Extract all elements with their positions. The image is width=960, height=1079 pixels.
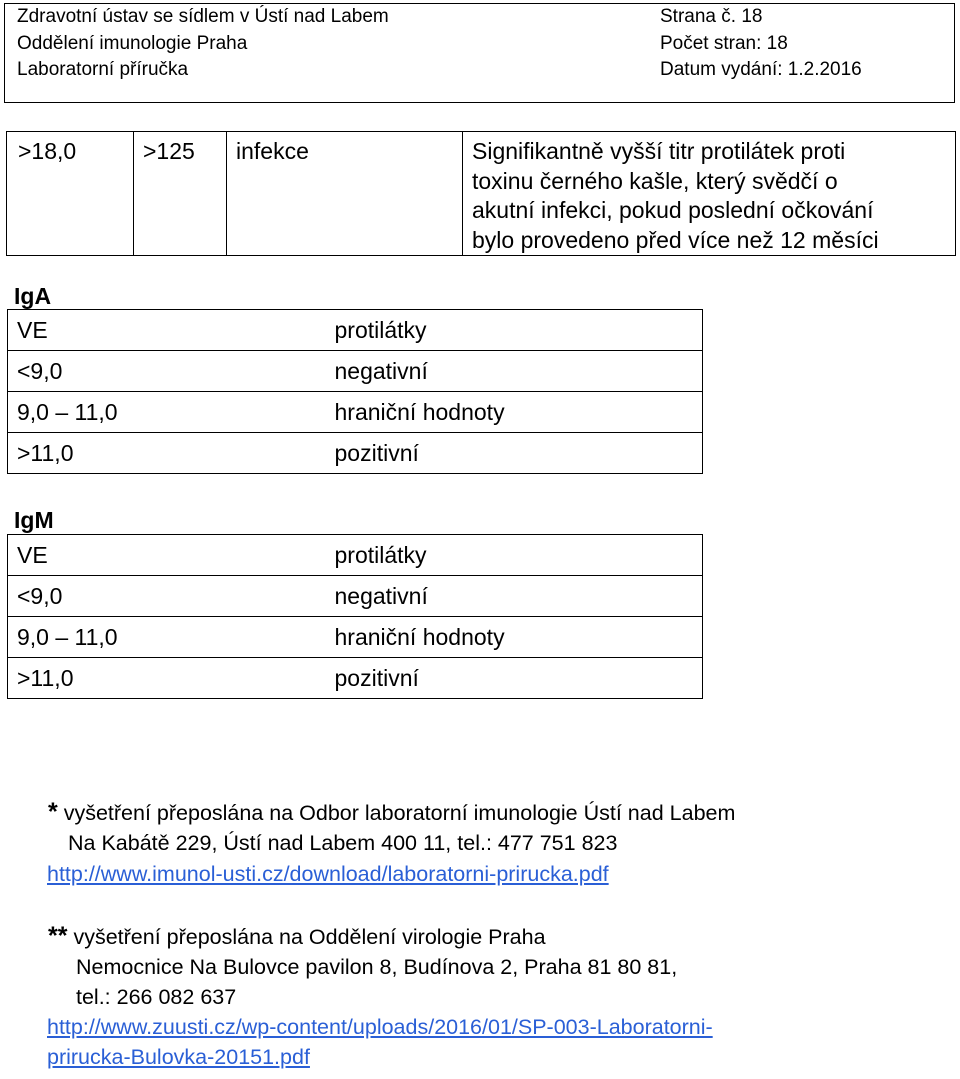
pertussis-result-table bbox=[6, 131, 956, 256]
table-row bbox=[8, 576, 703, 617]
header-institution: Zdravotní ústav se sídlem v Ústí nad Labem bbox=[17, 6, 389, 27]
table-row bbox=[8, 535, 703, 576]
note2-text: vyšetření přeposlána na Oddělení virologie Praha bbox=[73, 925, 546, 949]
interp-cell: protilátky bbox=[326, 310, 703, 351]
header-page-number: Strana č. 18 bbox=[660, 6, 763, 27]
interp-cell: negativní bbox=[326, 351, 703, 392]
ve-cell: VE bbox=[8, 535, 326, 576]
interp-cell: negativní bbox=[326, 576, 703, 617]
note2-line1 bbox=[48, 921, 546, 952]
note1-link-wrap bbox=[47, 859, 609, 889]
table-row bbox=[8, 433, 703, 474]
ve-cell: >11,0 bbox=[8, 658, 326, 699]
comment-cell bbox=[463, 132, 956, 256]
ve-cell: <9,0 bbox=[8, 351, 326, 392]
note1-link[interactable]: http://www.imunol-usti.cz/download/laboratorni-prirucka.pdf bbox=[47, 862, 609, 886]
note2-phone: tel.: 266 082 637 bbox=[76, 985, 237, 1009]
header-page-count: Počet stran: 18 bbox=[660, 33, 788, 54]
ve-cell: VE bbox=[8, 310, 326, 351]
igm-table bbox=[7, 534, 703, 699]
ve-cell: 9,0 – 11,0 bbox=[8, 617, 326, 658]
note2-marker: ** bbox=[48, 922, 68, 950]
interp-cell: hraniční hodnoty bbox=[326, 617, 703, 658]
note1-address: Na Kabátě 229, Ústí nad Labem 400 11, tel.: 477 751 823 bbox=[68, 831, 618, 855]
header-department: Oddělení imunologie Praha bbox=[17, 33, 248, 54]
table-row bbox=[8, 310, 703, 351]
interpretation-cell: infekce bbox=[227, 132, 463, 256]
interp-cell: hraniční hodnoty bbox=[326, 392, 703, 433]
table-row bbox=[8, 658, 703, 699]
interp-cell: protilátky bbox=[326, 535, 703, 576]
note2-address: Nemocnice Na Bulovce pavilon 8, Budínova 2, Praha 81 80 81, bbox=[76, 955, 678, 979]
value-cell-2: >125 bbox=[134, 132, 227, 256]
table-row bbox=[8, 392, 703, 433]
comment-line: bylo provedeno před více než 12 měsíci bbox=[472, 226, 879, 253]
igm-heading: IgM bbox=[14, 507, 54, 533]
comment-line: toxinu černého kašle, který svědčí o bbox=[472, 167, 838, 194]
note1-line1 bbox=[48, 797, 735, 828]
note2-link-wrap-2 bbox=[47, 1042, 310, 1072]
page-header bbox=[4, 3, 955, 103]
interp-cell: pozitivní bbox=[326, 658, 703, 699]
ve-cell: 9,0 – 11,0 bbox=[8, 392, 326, 433]
note1-marker: * bbox=[48, 798, 58, 826]
header-issue-date: Datum vydání: 1.2.2016 bbox=[660, 59, 862, 80]
comment-line: akutní infekci, pokud poslední očkování bbox=[472, 197, 874, 223]
comment-line: Signifikantně vyšší titr protilátek proti bbox=[472, 138, 846, 164]
note2-link-part1[interactable]: http://www.zuusti.cz/wp-content/uploads/2016/01/SP-003-Laboratorni- bbox=[47, 1015, 713, 1039]
iga-heading: IgA bbox=[14, 283, 52, 309]
iga-table bbox=[7, 309, 703, 474]
note2-link-wrap-1 bbox=[47, 1012, 713, 1042]
interp-cell: pozitivní bbox=[326, 433, 703, 474]
table-row bbox=[8, 351, 703, 392]
ve-cell: <9,0 bbox=[8, 576, 326, 617]
note1-text: vyšetření přeposlána na Odbor laboratorní imunologie Ústí nad Labem bbox=[63, 801, 736, 825]
value-cell-1: >18,0 bbox=[7, 132, 134, 256]
table-row bbox=[7, 132, 956, 256]
note2-link-part2[interactable]: prirucka-Bulovka-20151.pdf bbox=[47, 1045, 310, 1069]
header-document-title: Laboratorní příručka bbox=[17, 59, 189, 80]
table-row bbox=[8, 617, 703, 658]
ve-cell: >11,0 bbox=[8, 433, 326, 474]
